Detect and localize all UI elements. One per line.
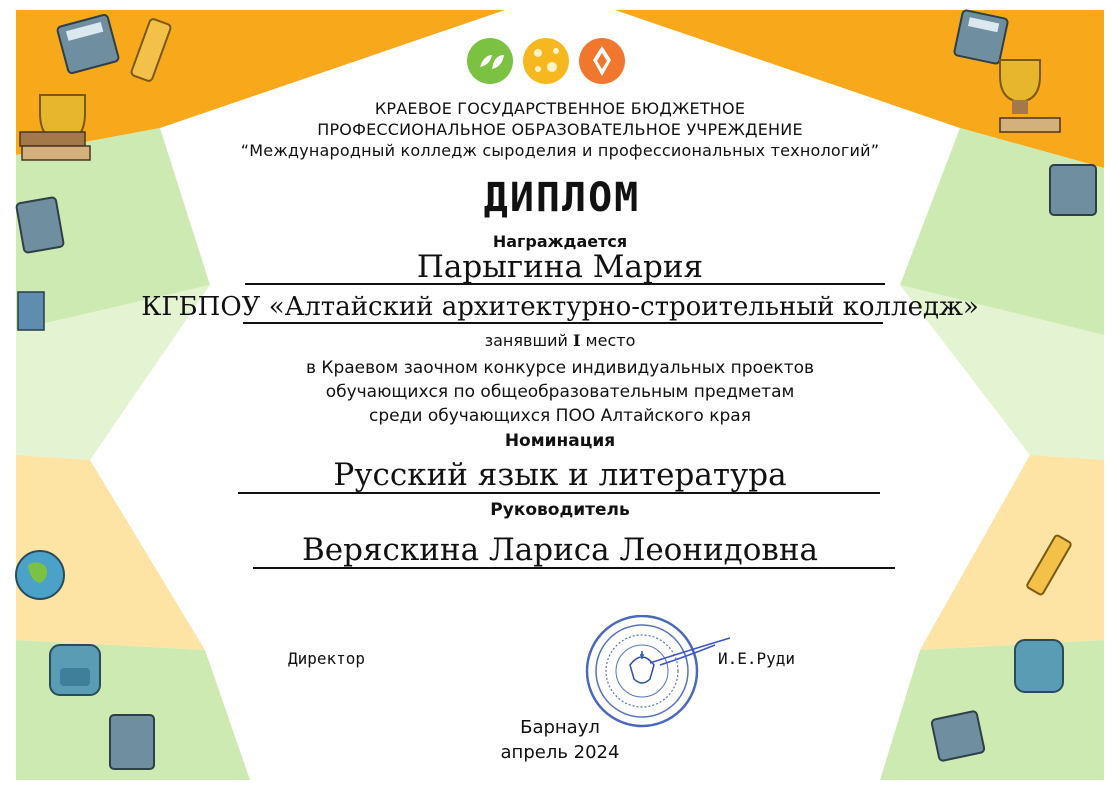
- nomination-value: Русский язык и литература: [333, 457, 787, 493]
- recipient-org: КГБПОУ «Алтайский архитектурно-строительный колледж»: [141, 292, 979, 322]
- awarded-label: Награждается: [492, 232, 628, 251]
- supervisor-label: Руководитель: [490, 500, 630, 520]
- contest-line-1: в Краевом заочном конкурсе индивидуальных проектов: [305, 358, 815, 378]
- cheese-logo-icon: [523, 38, 569, 84]
- place-value: I: [572, 331, 581, 350]
- tech-logo-icon: [579, 38, 625, 84]
- place-prefix: занявший: [484, 331, 568, 350]
- contest-line-3: среди обучающихся ПОО Алтайского края: [369, 406, 751, 426]
- recipient-name: Парыгина Мария: [416, 249, 704, 285]
- place-suffix: место: [585, 331, 636, 350]
- contest-line-2: обучающихся по общеобразовательным предметам: [325, 382, 795, 402]
- footer-date: апрель 2024: [500, 742, 620, 763]
- org-line-3: “Международный колледж сыроделия и профессиональных технологий”: [240, 141, 880, 160]
- director-label: Директор: [288, 649, 366, 668]
- org-line-2: ПРОФЕССИОНАЛЬНОЕ ОБРАЗОВАТЕЛЬНОЕ УЧРЕЖДЕНИЕ: [317, 120, 803, 139]
- place-line: [0, 330, 1120, 352]
- leaf-logo-icon: [467, 38, 513, 84]
- org-line-1: КРАЕВОЕ ГОСУДАРСТВЕННОЕ БЮДЖЕТНОЕ: [374, 99, 746, 118]
- footer-city: Барнаул: [520, 717, 600, 738]
- org-underline: [243, 322, 883, 324]
- calculator-icon: [954, 10, 1009, 65]
- backpack-icon: [1015, 640, 1063, 692]
- director-name: И.Е.Руди: [718, 649, 796, 668]
- diploma-title: ДИПЛОМ: [483, 175, 641, 221]
- backpack-icon: [50, 645, 100, 695]
- college-logos: [464, 37, 634, 87]
- supervisor-name: Веряскина Лариса Леонидовна: [301, 532, 819, 568]
- nomination-label: Номинация: [504, 431, 616, 451]
